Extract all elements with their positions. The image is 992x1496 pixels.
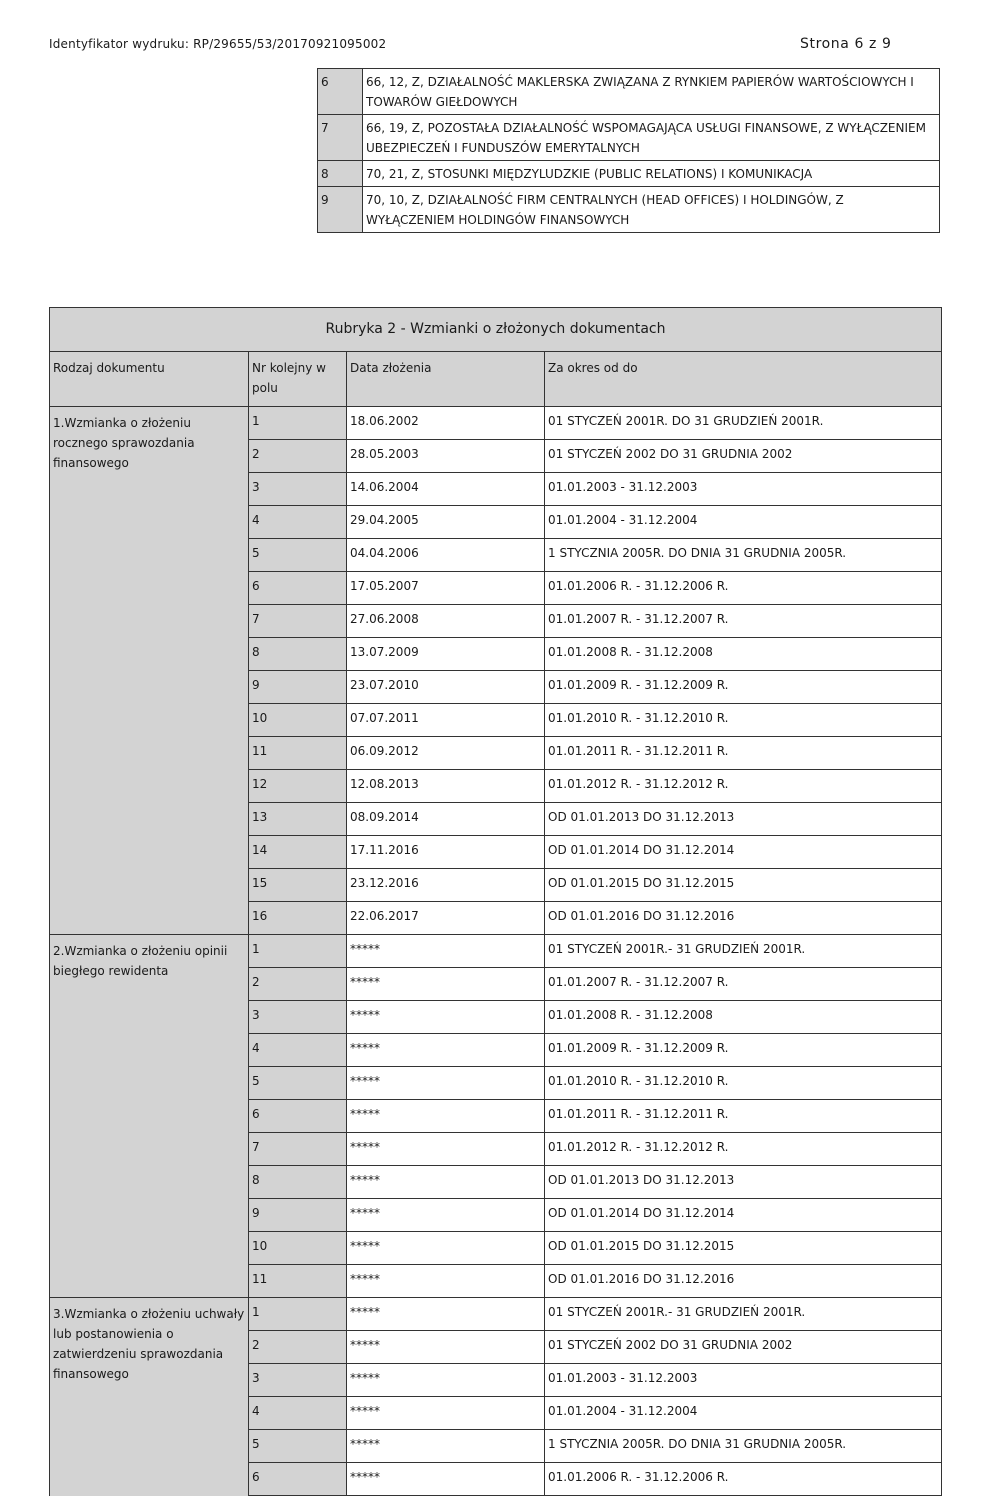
table-row: [50, 935, 942, 968]
table-row: [318, 187, 940, 233]
period: 01.01.2011 R. - 31.12.2011 R.: [545, 1100, 942, 1133]
entry-number: 15: [249, 869, 347, 902]
period: 01.01.2010 R. - 31.12.2010 R.: [545, 1067, 942, 1100]
period: 01.01.2003 - 31.12.2003: [545, 1364, 942, 1397]
period: 01.01.2008 R. - 31.12.2008: [545, 1001, 942, 1034]
entry-number: 5: [249, 539, 347, 572]
filing-date: *****: [347, 1067, 545, 1100]
activity-text: 70, 10, Z, DZIAŁALNOŚĆ FIRM CENTRALNYCH (HEAD OFFICES) I HOLDINGÓW, Z WYŁĄCZENIEM HOLDINGÓW FINANSOWYCH: [363, 187, 940, 233]
filing-date: 29.04.2005: [347, 506, 545, 539]
entry-number: 2: [249, 968, 347, 1001]
filing-date: 28.05.2003: [347, 440, 545, 473]
filing-date: 27.06.2008: [347, 605, 545, 638]
entry-number: 4: [249, 1034, 347, 1067]
period: 01.01.2012 R. - 31.12.2012 R.: [545, 1133, 942, 1166]
entry-number: 11: [249, 737, 347, 770]
entry-number: 12: [249, 770, 347, 803]
period: OD 01.01.2015 DO 31.12.2015: [545, 1232, 942, 1265]
filing-date: 06.09.2012: [347, 737, 545, 770]
filing-date: *****: [347, 1034, 545, 1067]
entry-number: 7: [249, 1133, 347, 1166]
page-number: Strona 6 z 9: [800, 36, 892, 52]
entry-number: 4: [249, 1397, 347, 1430]
period: 01.01.2003 - 31.12.2003: [545, 473, 942, 506]
filing-date: *****: [347, 1166, 545, 1199]
filing-date: 13.07.2009: [347, 638, 545, 671]
filing-date: 12.08.2013: [347, 770, 545, 803]
period: OD 01.01.2013 DO 31.12.2013: [545, 1166, 942, 1199]
filing-date: *****: [347, 1001, 545, 1034]
activity-nr: 7: [318, 115, 363, 161]
filing-date: 23.07.2010: [347, 671, 545, 704]
entry-number: 8: [249, 638, 347, 671]
filing-date: *****: [347, 1232, 545, 1265]
entry-number: 3: [249, 473, 347, 506]
period: 01 STYCZEŃ 2001R.- 31 GRUDZIEŃ 2001R.: [545, 935, 942, 968]
entry-number: 14: [249, 836, 347, 869]
entry-number: 2: [249, 1331, 347, 1364]
filing-date: *****: [347, 1397, 545, 1430]
entry-number: 10: [249, 704, 347, 737]
period: OD 01.01.2014 DO 31.12.2014: [545, 836, 942, 869]
entry-number: 1: [249, 407, 347, 440]
filing-date: 08.09.2014: [347, 803, 545, 836]
filing-date: 23.12.2016: [347, 869, 545, 902]
entry-number: 9: [249, 1199, 347, 1232]
activities-table: [317, 68, 940, 233]
column-header: Nr kolejny w polu: [249, 352, 347, 407]
filing-date: *****: [347, 1430, 545, 1463]
entry-number: 8: [249, 1166, 347, 1199]
filing-date: *****: [347, 1265, 545, 1298]
period: OD 01.01.2016 DO 31.12.2016: [545, 1265, 942, 1298]
header-row: [50, 352, 942, 407]
period: 01 STYCZEŃ 2002 DO 31 GRUDNIA 2002: [545, 440, 942, 473]
entry-number: 3: [249, 1001, 347, 1034]
period: 01.01.2009 R. - 31.12.2009 R.: [545, 1034, 942, 1067]
filing-date: *****: [347, 1331, 545, 1364]
period: 01.01.2009 R. - 31.12.2009 R.: [545, 671, 942, 704]
period: 01.01.2011 R. - 31.12.2011 R.: [545, 737, 942, 770]
entry-number: 10: [249, 1232, 347, 1265]
rubryka-table: [49, 307, 942, 1496]
table-row: [50, 1298, 942, 1331]
column-header: Data złożenia: [347, 352, 545, 407]
entry-number: 1: [249, 935, 347, 968]
entry-number: 3: [249, 1364, 347, 1397]
entry-number: 6: [249, 1100, 347, 1133]
print-identifier: Identyfikator wydruku: RP/29655/53/20170921095002: [49, 37, 387, 51]
filing-date: *****: [347, 1364, 545, 1397]
filing-date: *****: [347, 1100, 545, 1133]
entry-number: 2: [249, 440, 347, 473]
filing-date: 07.07.2011: [347, 704, 545, 737]
period: 1 STYCZNIA 2005R. DO DNIA 31 GRUDNIA 2005R.: [545, 539, 942, 572]
filing-date: 18.06.2002: [347, 407, 545, 440]
entry-number: 7: [249, 605, 347, 638]
period: OD 01.01.2014 DO 31.12.2014: [545, 1199, 942, 1232]
filing-date: 14.06.2004: [347, 473, 545, 506]
period: 01 STYCZEŃ 2001R. DO 31 GRUDZIEŃ 2001R.: [545, 407, 942, 440]
filing-date: *****: [347, 1199, 545, 1232]
section-title: Rubryka 2 - Wzmianki o złożonych dokumentach: [50, 308, 942, 352]
entry-number: 6: [249, 572, 347, 605]
period: OD 01.01.2016 DO 31.12.2016: [545, 902, 942, 935]
activity-text: 66, 12, Z, DZIAŁALNOŚĆ MAKLERSKA ZWIĄZANA Z RYNKIEM PAPIERÓW WARTOŚCIOWYCH I TOWARÓW GIEŁDOWYCH: [363, 69, 940, 115]
period: 01 STYCZEŃ 2002 DO 31 GRUDNIA 2002: [545, 1331, 942, 1364]
filing-date: *****: [347, 1463, 545, 1496]
entry-number: 6: [249, 1463, 347, 1496]
period: 01.01.2006 R. - 31.12.2006 R.: [545, 572, 942, 605]
filing-date: 04.04.2006: [347, 539, 545, 572]
table-row: [318, 161, 940, 187]
title-row: [50, 308, 942, 352]
period: OD 01.01.2013 DO 31.12.2013: [545, 803, 942, 836]
period: 01.01.2006 R. - 31.12.2006 R.: [545, 1463, 942, 1496]
document-type: 1.Wzmianka o złożeniu rocznego sprawozdania finansowego: [50, 407, 249, 935]
period: 01 STYCZEŃ 2001R.- 31 GRUDZIEŃ 2001R.: [545, 1298, 942, 1331]
activity-nr: 6: [318, 69, 363, 115]
entry-number: 5: [249, 1430, 347, 1463]
period: 01.01.2007 R. - 31.12.2007 R.: [545, 605, 942, 638]
period: 01.01.2004 - 31.12.2004: [545, 506, 942, 539]
filing-date: *****: [347, 968, 545, 1001]
filing-date: *****: [347, 935, 545, 968]
document-type: 3.Wzmianka o złożeniu uchwały lub postanowienia o zatwierdzeniu sprawozdania finansowego: [50, 1298, 249, 1496]
period: 01.01.2010 R. - 31.12.2010 R.: [545, 704, 942, 737]
period: 01.01.2008 R. - 31.12.2008: [545, 638, 942, 671]
filing-date: *****: [347, 1298, 545, 1331]
table-row: [318, 69, 940, 115]
filing-date: *****: [347, 1133, 545, 1166]
period: 1 STYCZNIA 2005R. DO DNIA 31 GRUDNIA 2005R.: [545, 1430, 942, 1463]
column-header: Za okres od do: [545, 352, 942, 407]
filing-date: 17.11.2016: [347, 836, 545, 869]
period: 01.01.2012 R. - 31.12.2012 R.: [545, 770, 942, 803]
table-row: [318, 115, 940, 161]
entry-number: 13: [249, 803, 347, 836]
activity-nr: 8: [318, 161, 363, 187]
entry-number: 1: [249, 1298, 347, 1331]
filing-date: 22.06.2017: [347, 902, 545, 935]
entry-number: 4: [249, 506, 347, 539]
activity-text: 66, 19, Z, POZOSTAŁA DZIAŁALNOŚĆ WSPOMAGAJĄCA USŁUGI FINANSOWE, Z WYŁĄCZENIEM UBEZPIECZEŃ I FUNDUSZÓW EMERYTALNYCH: [363, 115, 940, 161]
entry-number: 5: [249, 1067, 347, 1100]
entry-number: 11: [249, 1265, 347, 1298]
column-header: Rodzaj dokumentu: [50, 352, 249, 407]
table-row: [50, 407, 942, 440]
document-type: 2.Wzmianka o złożeniu opinii biegłego rewidenta: [50, 935, 249, 1298]
period: OD 01.01.2015 DO 31.12.2015: [545, 869, 942, 902]
entry-number: 16: [249, 902, 347, 935]
period: 01.01.2007 R. - 31.12.2007 R.: [545, 968, 942, 1001]
activity-nr: 9: [318, 187, 363, 233]
entry-number: 9: [249, 671, 347, 704]
activity-text: 70, 21, Z, STOSUNKI MIĘDZYLUDZKIE (PUBLIC RELATIONS) I KOMUNIKACJA: [363, 161, 940, 187]
filing-date: 17.05.2007: [347, 572, 545, 605]
period: 01.01.2004 - 31.12.2004: [545, 1397, 942, 1430]
